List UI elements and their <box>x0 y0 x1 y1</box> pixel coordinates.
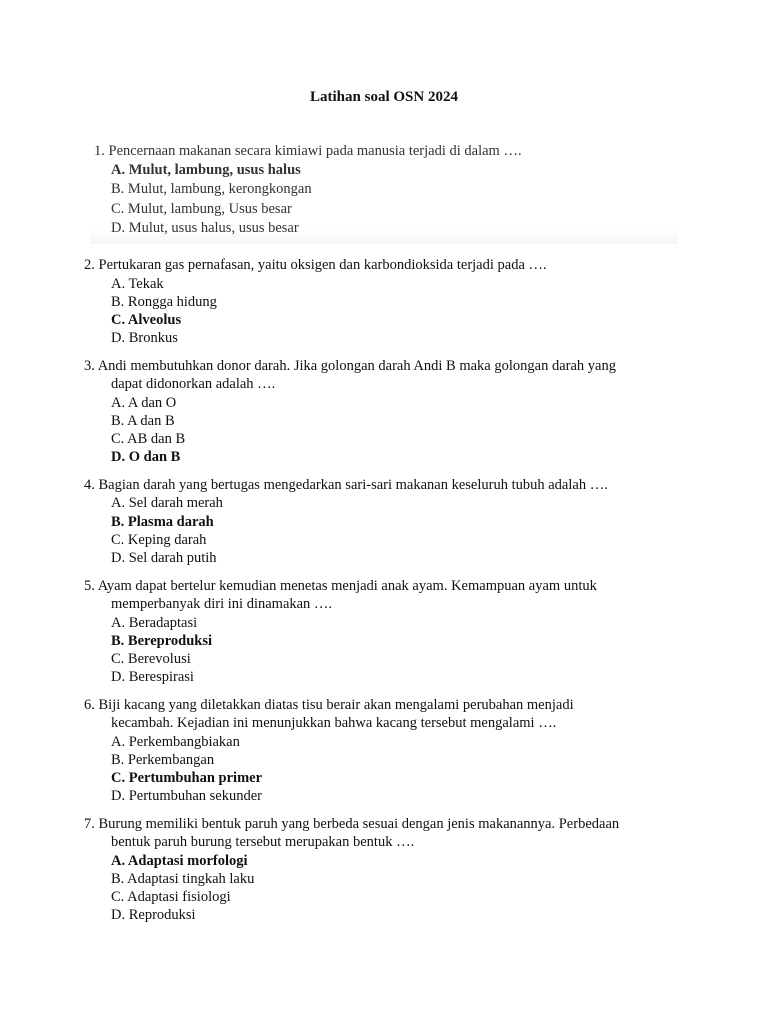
question-2 <box>84 256 684 347</box>
question-1 <box>90 142 678 244</box>
question-text: Pencernaan makanan secara kimiawi pada manusia terjadi di dalam …. <box>108 143 522 159</box>
question-list <box>84 256 684 934</box>
question-stem <box>84 256 684 275</box>
question-5 <box>84 577 684 687</box>
question-text: Pertukaran gas pernafasan, yaitu oksigen dan karbondioksida terjadi pada …. <box>98 257 547 273</box>
question-6 <box>84 696 684 806</box>
option-d: D. Reproduksi <box>111 907 196 924</box>
question-stem <box>84 577 684 596</box>
question-stem <box>84 696 684 715</box>
option-c: C. Pertumbuhan primer <box>111 770 263 787</box>
option-b: B. Rongga hidung <box>111 293 217 310</box>
option-d: D. O dan B <box>111 449 181 466</box>
option-c: C. Adaptasi fisiologi <box>111 889 231 906</box>
option-b: B. A dan B <box>111 412 175 429</box>
document-title: Latihan soal OSN 2024 <box>310 89 458 105</box>
option-d: D. Bronkus <box>111 330 178 347</box>
question-stem <box>90 142 678 161</box>
question-stem <box>84 357 684 376</box>
question-number: 5. <box>84 577 95 594</box>
option-d: D. Berespirasi <box>111 669 194 686</box>
option-d: D. Sel darah putih <box>111 550 217 567</box>
question-number: 3. <box>84 357 95 374</box>
option-b: B. Bereproduksi <box>111 632 212 649</box>
option-b: B. Mulut, lambung, kerongkongan <box>111 181 312 198</box>
question-number: 6. <box>84 696 95 713</box>
option-b: B. Adaptasi tingkah laku <box>111 870 255 887</box>
option-b: B. Plasma darah <box>111 513 214 530</box>
option-c: C. Mulut, lambung, Usus besar <box>111 200 292 217</box>
question-text-continued: memperbanyak diri ini dinamakan …. <box>111 596 333 613</box>
option-a: A. Tekak <box>111 275 164 292</box>
option-a: A. Adaptasi morfologi <box>111 852 248 869</box>
question-text: Andi membutuhkan donor darah. Jika golongan darah Andi B maka golongan darah yang <box>97 357 616 374</box>
question-number: 4. <box>84 476 95 493</box>
question-text: Burung memiliki bentuk paruh yang berbeda sesuai dengan jenis makanannya. Perbedaan <box>98 815 620 832</box>
question-number: 2. <box>84 257 95 273</box>
option-c: C. AB dan B <box>111 431 186 448</box>
option-a: A. Perkembangbiakan <box>111 733 240 750</box>
option-c: C. Alveolus <box>111 311 182 328</box>
option-a: A. A dan O <box>111 394 177 411</box>
question-text: Bagian darah yang bertugas mengedarkan sari-sari makanan keseluruh tubuh adalah …. <box>98 476 608 493</box>
option-d: D. Pertumbuhan sekunder <box>111 788 263 805</box>
question-text-continued: kecambah. Kejadian ini menunjukkan bahwa kacang tersebut mengalami …. <box>111 715 557 732</box>
question-text: Biji kacang yang diletakkan diatas tisu berair akan mengalami perubahan menjadi <box>98 696 574 713</box>
option-d: D. Mulut, usus halus, usus besar <box>111 219 299 236</box>
question-text-continued: bentuk paruh burung tersebut merupakan bentuk …. <box>111 834 415 851</box>
question-text-continued: dapat didonorkan adalah …. <box>111 376 276 393</box>
question-4 <box>84 476 684 567</box>
question-text: Ayam dapat bertelur kemudian menetas menjadi anak ayam. Kemampuan ayam untuk <box>97 577 597 594</box>
question-number: 1. <box>94 143 105 159</box>
question-stem <box>84 815 684 834</box>
option-c: C. Berevolusi <box>111 650 191 667</box>
question-7 <box>84 815 684 925</box>
option-c: C. Keping darah <box>111 531 207 548</box>
option-a: A. Sel darah merah <box>111 495 223 512</box>
question-3 <box>84 357 684 467</box>
option-a: A. Beradaptasi <box>111 614 198 631</box>
option-a: A. Mulut, lambung, usus halus <box>111 162 301 178</box>
question-number: 7. <box>84 815 95 832</box>
option-b: B. Perkembangan <box>111 751 215 768</box>
question-stem <box>84 476 684 495</box>
